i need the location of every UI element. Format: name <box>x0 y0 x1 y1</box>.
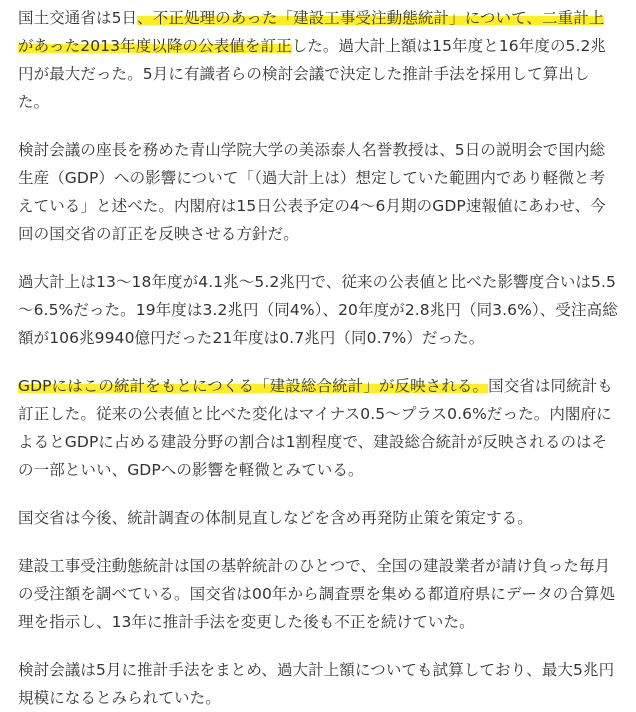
article-paragraph-3 <box>18 268 618 352</box>
paragraph-text: 検討会議の座長を務めた青山学院大学の美添泰人名誉教授は、5日の説明会で国内総生産（GDP）への影響について「（過大計上は）想定していた範囲内であり軽微と考えている」と述べた。内閣府は15日公表予定の4～6月期のGDP速報値にあわせ、今回の国交省の訂正を反映させる方針だ。 <box>18 141 606 243</box>
article-paragraph-4 <box>18 372 618 484</box>
article-paragraph-7 <box>18 656 618 712</box>
paragraph-text: 検討会議は5月に推計手法をまとめ、過大計上額についても試算しており、最大5兆円規模になるとみられていた。 <box>18 661 615 707</box>
highlighted-text: 、不正処理のあった「建設工事受注動態統計」について、二重計上があった2013年度以降の公表値を訂正 <box>18 9 605 55</box>
paragraph-text: 国交省は今後、統計調査の体制見直しなどを含め再発防止策を策定する。 <box>18 509 533 527</box>
paragraph-text: 建設工事受注動態統計は国の基幹統計のひとつで、全国の建設業者が請け負った毎月の受注額を調べている。国交省は00年から調査票を集める都道府県にデータの合算処理を指示し、13年に推計手法を変更した後も不正を続けていた。 <box>18 557 616 631</box>
paragraph-text: 過大計上は13～18年度が4.1兆～5.2兆円で、従来の公表値と比べた影響度合いは5.5～6.5%だった。19年度は3.2兆円（同4%）、20年度が2.8兆円（同3.6%）、受注高総額が106兆9940億円だった21年度は0.7兆円（同0.7%）だった。 <box>18 273 618 347</box>
article-paragraph-5 <box>18 504 618 532</box>
highlighted-text: GDPにはこの統計をもとにつくる「建設総合統計」が反映される。 <box>18 377 489 395</box>
paragraph-text: した。過大計上額は15年度と16年度の5.2兆円が最大だった。5月に有識者らの検討会議で決定した推計手法を採用して算出した。 <box>18 37 607 111</box>
paragraph-text: 国土交通省は5日 <box>18 9 138 27</box>
paragraph-text: 国交省は同統計も訂正した。従来の公表値と比べた変化はマイナス0.5～プラス0.6%だった。内閣府によるとGDPに占める建設分野の割合は1割程度で、建設総合統計が反映されるのはその一部といい、GDPへの影響を軽微とみている。 <box>18 377 613 479</box>
article-paragraph-2 <box>18 136 618 248</box>
article-paragraph-6 <box>18 552 618 636</box>
article-paragraph-1 <box>18 4 618 116</box>
